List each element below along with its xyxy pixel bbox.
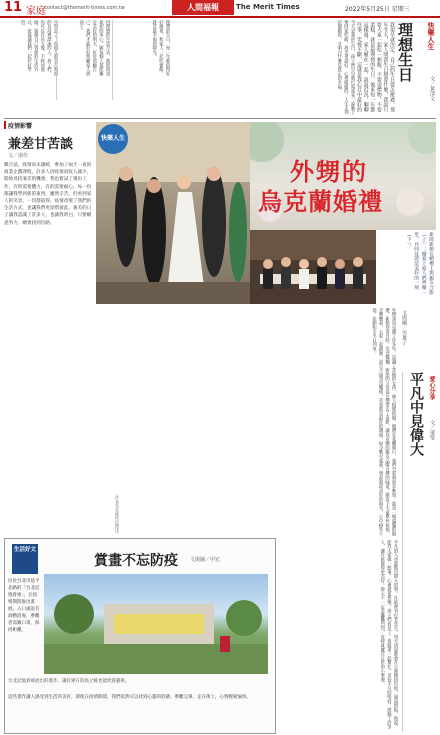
- feature-badge: 快樂人生: [98, 124, 128, 154]
- article-byline: 文／黃清文: [429, 76, 435, 101]
- feature-byline: 文與圖／丞葉子: [401, 310, 407, 345]
- article-title: 理想生日: [396, 22, 414, 82]
- page-number: 11: [4, 0, 23, 15]
- wedding-photo-group: [250, 230, 376, 304]
- section-name: 家庭: [26, 6, 46, 17]
- continued-text-3: 理想的生日，每一年都值得好好慶祝，和家人一起吃頓飯，就是最幸福的時光。: [151, 20, 170, 76]
- left-article-title: 兼差甘苦談: [8, 137, 74, 152]
- masthead-logo-en: The Merit Times: [236, 3, 300, 11]
- column-tag: 生活好文: [12, 544, 38, 574]
- section-tag: 疫情影響: [8, 123, 33, 130]
- right-section-tag: 愛心分享: [428, 376, 435, 400]
- right-article-body: 平凡的人也能做出偉大的事。社區裡有位老先生，每天清晨都會在公園撿拾垃圾，風雨無阻。他說，能為大家做一點事，心裡就很快樂。孩子們看見了，也跟著一起幫忙。這份平凡的堅持，感動了許多人，讓社區變得更美好。偉大不一定是轟轟烈烈，有時就藏在日常的小事裡。: [379, 540, 398, 730]
- column-title: 賞畫不忘防疫: [94, 553, 178, 569]
- divider: [402, 372, 403, 732]
- column-lower-text: 這些畫作讓人感受到生活的美好，即使在疫情期間，我們依然可以找到心靈的慰藉。參觀完畢，走在街上，心情輕鬆愉快。: [8, 695, 251, 700]
- column-byline: 文與圖／甲宏: [190, 557, 221, 563]
- section-divider: [4, 118, 436, 119]
- gallery-photo: [44, 574, 268, 674]
- column-body: 位於台北市延平北路的「台北記憶倉庫」，在疫情期間推出畫展。入口處設有酒精消毒，參觀者需戴口罩，保持距離。: [8, 579, 40, 633]
- divider: [112, 20, 113, 100]
- masthead-logo: 人間福報: [172, 0, 234, 15]
- contact-url[interactable]: contact@themerit-times.com.tw: [44, 5, 125, 11]
- feature-body: 外甥到烏克蘭工作多年，認識了當地的女孩，兩人相戀結婚。婚禮在基輔舉行，我們全家飛過去參加。那是一場溫馨的婚禮，新娘穿著白紗，笑容燦爛。新郎的父母從台灣帶去了喜餅，讓烏克蘭的親友品嚐台灣的味道。婚宴上大家舉杯祝福，音樂響起，大家一起跳舞，語言不通也沒關係，笑容就是最好的溝通。如今戰火蔓延，想起那段美好的時光，心中格外不捨，祈願和平早日到來。: [371, 308, 396, 536]
- continued-text-2: 用理想的生活方式，就能回到最初的本心。願每個人都能擁有美好的明天，好好照顧自己，我們才能好好照顧家人與孩子。: [78, 20, 110, 76]
- story-text: 今天是我的生日，孩子們早早就打電話來，說晚上要回家吃飯。我笑著說好，心裡暖暖的。人生走到這個階段，才明白什麼是真正的幸福。: [336, 20, 355, 115]
- article-body: 我很早就決定，自己的生日要怎麼過。那年冬天，家人問我生日想要什麼，我說只要大家一起吃一頓飯，不要送禮物，不要蛋糕，就是最理想的生日。後來每一年都這樣過，家人聚在一起，說說近況，聊聊往事，笑聲不斷，這就是我心目中最好的: [356, 22, 395, 112]
- article-kicker: 快樂人生: [427, 22, 435, 50]
- continued-text-1: 的長河裡漂流的人。孩子們，你可以在長大後，不時回過頭，接納自己曾經的生活方式，也能讓我們一起好好學習。: [20, 20, 52, 76]
- feature-title-1: 外甥的: [290, 158, 368, 186]
- divider: [56, 20, 57, 100]
- photo-caption: 新郎新娘在婚禮上與親友合影（上）；婚宴上家人們齊聚一堂，共同見證這美好的一刻（下）。: [405, 232, 433, 295]
- gallery-caption: 台北記憶倉庫展出的畫作，讓民眾在防疫之餘也能欣賞藝術。: [8, 679, 130, 684]
- right-article-byline: 文／邢瑩: [429, 420, 435, 440]
- left-article-byline: 文／湯佳: [8, 153, 29, 159]
- feature-title-2: 烏克蘭婚禮: [258, 188, 383, 216]
- issue-date: 2022年5月25日 星期三: [345, 6, 410, 13]
- right-article-title: 平凡中見偉大: [408, 372, 424, 456]
- tag-bar: [4, 121, 6, 129]
- left-article-body: 數月前，疫情尚未趨緩，參加了兩天一夜的商業企劃課程，許多人因疫情而收入減少，開始尋找兼差的機會。我也嘗試了幾份工作，有的需要體力，有的需要耐心，每一份都讓我學到新的東西。雖然辛苦，但看到家人的笑容，一切都值得。疫情改變了我們的生活方式，也讓我們更珍惜彼此。兼差的日子讓我認識了許多人，也讓我明白，只要願意努力，總會找到出路。: [4, 163, 92, 226]
- feature-credit: （作者為本報特約撰述）: [115, 492, 120, 536]
